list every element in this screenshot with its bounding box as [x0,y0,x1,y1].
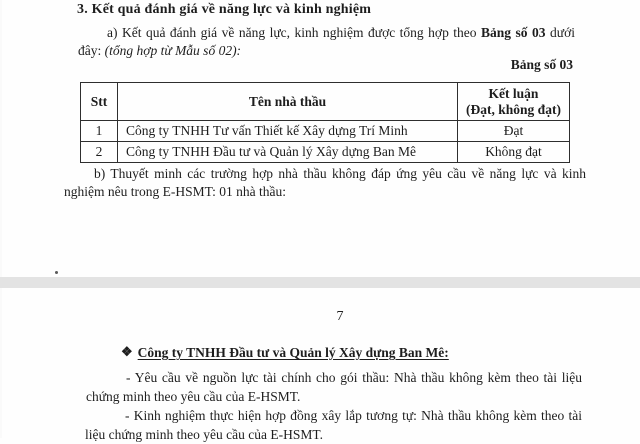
table-header-row [81,83,570,121]
cell-contractor-name: Công ty TNHH Đầu tư và Quản lý Xây dựng Ban Mê [118,142,458,163]
cell-stt: 1 [81,121,118,142]
paragraph-a-mid: dưới đây: [78,25,575,58]
cell-contractor-name: Công ty TNHH Tư vấn Thiết kế Xây dựng Trí Minh [118,121,458,142]
page-number: 7 [336,309,344,324]
column-header-stt: Stt [81,83,118,121]
page-separator [0,277,640,288]
cell-result: Đạt [458,121,570,142]
paragraph-b: b) Thuyết minh các trường hợp nhà thầu không đáp ứng yêu cầu về năng lực và kinh nghiệm nêu trong E-HSMT: 01 nhà thầu: [64,166,586,199]
diamond-bullet-icon: ❖ [121,344,133,359]
paragraph-experience-requirement: - Kinh nghiệm thực hiện hợp đồng xây lắp tương tự: Nhà thầu không kèm theo tài liệu chứng minh theo yêu cầu của E-HSMT. [85,408,582,442]
cell-stt: 2 [81,142,118,163]
section-heading: 3. Kết quả đánh giá về năng lực và kinh nghiệm [77,2,372,17]
table-caption-label: Bảng số 03 [510,57,573,72]
cell-result: Không đạt [458,142,570,163]
column-header-result [458,83,570,121]
column-header-result-line1: Kết luận [488,85,539,101]
paragraph-finance-requirement: - Yêu cầu về nguồn lực tài chính cho gói thầu: Nhà thầu không kèm theo tài liệu chứng minh theo yêu cầu của E-HSMT. [86,370,582,404]
company-heading [121,345,449,361]
scan-edge-strip [0,0,2,438]
table-row [81,121,570,142]
table-row [81,142,570,163]
paragraph-a-lead: a) Kết quả đánh giá về năng lực, kinh nghiệm được tổng hợp theo [107,25,482,40]
scan-artifact-dot [55,271,58,274]
paragraph-a-italic-note: (tổng hợp từ Mẫu số 02): [104,43,242,58]
contractor-evaluation-table [80,82,570,163]
company-name-text: Công ty TNHH Đầu tư và Quản lý Xây dựng Ban Mê: [137,345,449,360]
column-header-result-line2: (Đạt, không đạt) [466,101,561,117]
column-header-contractor: Tên nhà thầu [118,83,458,121]
paragraph-a-bold-ref: Bảng số 03 [481,25,546,40]
paragraph-a [78,24,575,60]
